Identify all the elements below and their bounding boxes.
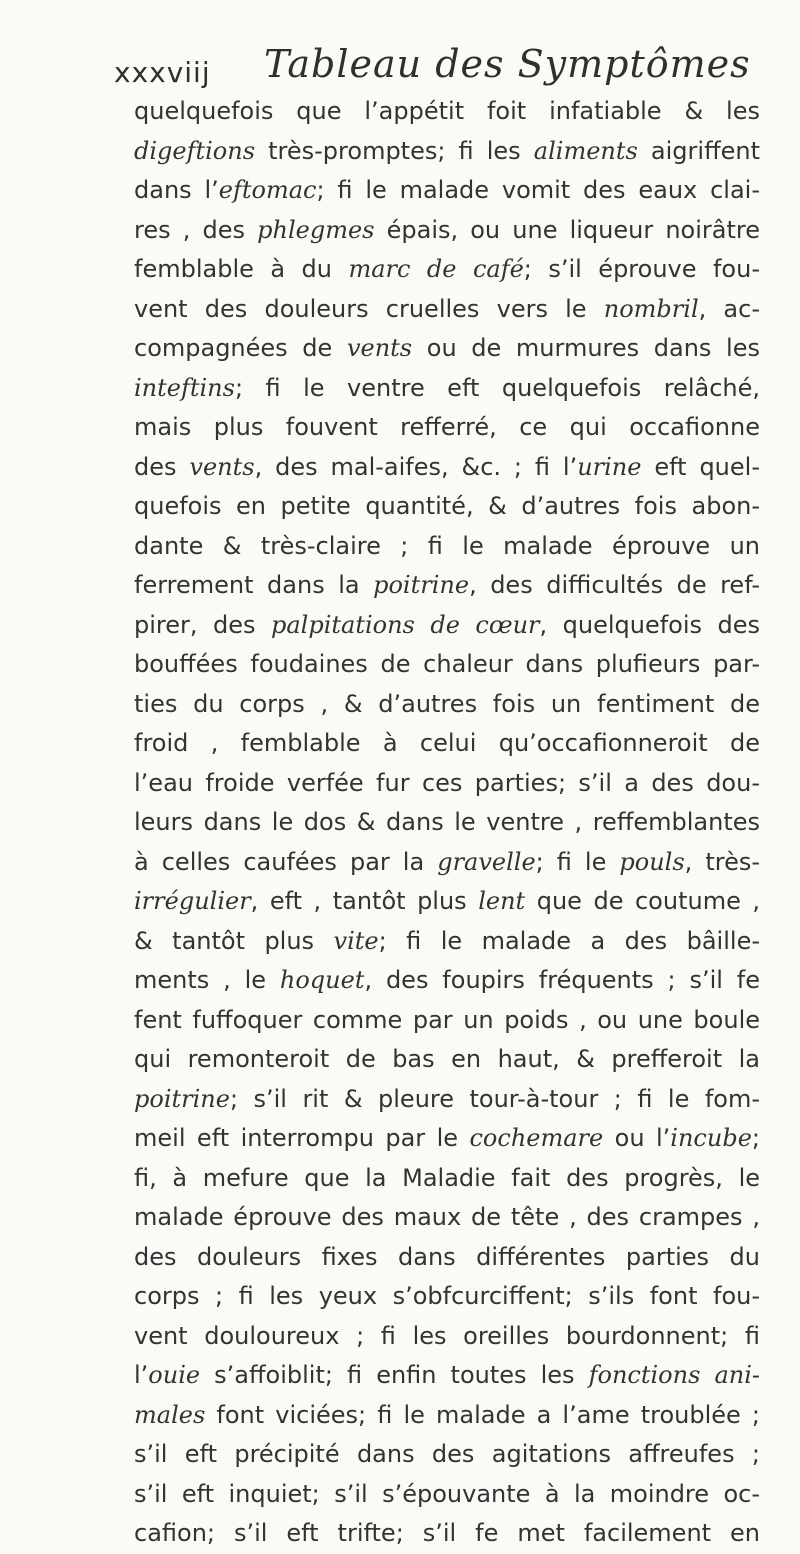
- text-run: ferrement dans la: [134, 571, 374, 599]
- text-run: des: [134, 452, 190, 481]
- text-line: [134, 329, 760, 369]
- text-line: [134, 1040, 760, 1080]
- text-run: ;: [751, 1124, 760, 1152]
- italic-term: irrégulier: [134, 887, 251, 915]
- italic-term: vite: [333, 926, 379, 955]
- text-line: [134, 487, 760, 527]
- italic-term: digeftions: [134, 136, 256, 165]
- text-run: l’: [134, 1361, 149, 1389]
- text-run: ou de murmures dans les: [412, 334, 760, 362]
- text-run: , des mal-aifes, &c. ; fi l’: [254, 452, 578, 481]
- text-line: [134, 922, 760, 962]
- text-line: [134, 764, 760, 804]
- text-run: épais, ou une liqueur noirâtre: [374, 215, 760, 244]
- text-run: , des difficultés de ref-: [469, 571, 760, 599]
- text-line: [134, 369, 760, 409]
- text-line: [134, 1119, 760, 1159]
- text-run: à celles caufées par la: [134, 847, 438, 876]
- text-line: [134, 132, 760, 172]
- text-line: [134, 1001, 760, 1041]
- text-run: font viciées; fi le malade a l’ame troublée ;: [205, 1400, 760, 1429]
- text-run: cafion; s’il eft trifte; s’il fe met facilement en: [134, 1519, 760, 1547]
- text-run: , des foupirs fréquents ; s’il fe: [364, 966, 760, 994]
- text-line: [134, 1238, 760, 1278]
- text-line: [134, 1514, 760, 1554]
- italic-term: urine: [577, 452, 642, 481]
- text-line: [134, 685, 760, 725]
- text-line: [134, 1159, 760, 1199]
- text-run: quelquefois que l’appétit foit infatiable & les: [134, 97, 760, 125]
- italic-term: lent: [478, 887, 526, 915]
- italic-term: males: [134, 1400, 206, 1429]
- text-run: res , des: [134, 215, 258, 244]
- text-run: s’affoiblit; fi enfin toutes les: [200, 1361, 589, 1389]
- text-run: très-promptes; fi les: [255, 136, 534, 165]
- text-run: leurs dans le dos & dans le ventre , reffemblantes: [134, 808, 760, 836]
- text-run: l’eau froide verfée fur ces parties; s’il a des dou-: [134, 768, 760, 797]
- italic-term: hoquet: [279, 966, 365, 994]
- text-line: [134, 1198, 760, 1238]
- text-run: , eft , tantôt plus: [250, 887, 479, 915]
- italic-term: incube: [670, 1124, 752, 1152]
- text-run: femblable à du: [134, 255, 349, 283]
- text-run: qui remonteroit de bas en haut, & prefferoit la: [134, 1045, 760, 1073]
- text-run: quefois en petite quantité, & d’autres fois abon-: [134, 492, 760, 520]
- text-line: [134, 211, 760, 251]
- text-run: fent fuffoquer comme par un poids , ou une boule: [134, 1005, 760, 1034]
- italic-term: marc de café: [348, 255, 524, 283]
- italic-term: ouie: [148, 1361, 201, 1389]
- text-run: vent des douleurs cruelles vers le: [134, 294, 604, 323]
- body-text: [134, 92, 760, 1554]
- italic-term: vents: [346, 334, 413, 362]
- text-run: corps ; fi les yeux s’obfcurciffent; s’ils font fou-: [134, 1282, 760, 1310]
- text-line: [134, 843, 760, 883]
- italic-term: fonctions ani-: [588, 1361, 760, 1389]
- italic-term: poitrine: [134, 1084, 230, 1113]
- text-run: pirer, des: [134, 610, 271, 639]
- page-number: xxxviij: [114, 56, 211, 89]
- text-line: [134, 566, 760, 606]
- italic-term: poitrine: [373, 571, 470, 599]
- text-line: [134, 1277, 760, 1317]
- text-run: ; fi le malade vomit des eaux clai-: [316, 176, 760, 204]
- italic-term: cochemare: [469, 1124, 604, 1152]
- italic-term: aliments: [533, 136, 638, 165]
- text-line: [134, 645, 760, 685]
- text-run: bouffées foudaines de chaleur dans plufieurs par-: [134, 650, 760, 678]
- italic-term: phlegmes: [257, 215, 375, 244]
- text-run: ; fi le: [535, 847, 620, 876]
- page-title: Tableau des Symptômes: [264, 42, 751, 86]
- text-run: , très-: [684, 847, 760, 876]
- text-line: [134, 1435, 760, 1475]
- text-run: mais plus fouvent refferré, ce qui occafionne: [134, 413, 760, 441]
- text-run: s’il eft inquiet; s’il s’épouvante à la moindre oc-: [134, 1479, 760, 1508]
- text-line: [134, 961, 760, 1001]
- italic-term: vents: [189, 452, 255, 481]
- text-line: [134, 724, 760, 764]
- text-run: ; fi le ventre eft quelquefois relâché,: [234, 373, 760, 402]
- text-line: [134, 606, 760, 646]
- text-run: s’il eft précipité dans des agitations affreufes ;: [134, 1440, 760, 1468]
- text-run: compagnées de: [134, 334, 347, 362]
- text-line: [134, 882, 760, 922]
- italic-term: eftomac: [218, 176, 317, 204]
- text-line: [134, 1317, 760, 1357]
- text-line: [134, 803, 760, 843]
- text-run: ties du corps , & d’autres fois un fentiment de: [134, 689, 760, 718]
- text-run: eft quel-: [641, 452, 760, 481]
- text-run: que de coutume ,: [525, 887, 760, 915]
- text-line: [134, 448, 760, 488]
- text-line: [134, 250, 760, 290]
- text-run: ou l’: [603, 1124, 671, 1152]
- text-run: vent douloureux ; fi les oreilles bourdonnent; fi: [134, 1321, 760, 1350]
- text-run: dans l’: [134, 176, 219, 204]
- text-run: ; fi le malade a des bâille-: [378, 926, 760, 955]
- text-line: [134, 1356, 760, 1396]
- text-run: malade éprouve des maux de tête , des crampes ,: [134, 1203, 760, 1231]
- text-line: [134, 1396, 760, 1436]
- text-line: [134, 1080, 760, 1120]
- text-line: [134, 527, 760, 567]
- text-run: , quelquefois des: [539, 610, 760, 639]
- text-run: ; s’il éprouve fou-: [523, 255, 760, 283]
- text-run: meil eft interrompu par le: [134, 1124, 470, 1152]
- text-line: [134, 92, 760, 132]
- running-head: [114, 30, 760, 92]
- italic-term: nombril: [603, 294, 699, 323]
- text-run: aigriffent: [637, 136, 760, 165]
- text-run: fi, à mefure que la Maladie fait des progrès, le: [134, 1163, 760, 1192]
- text-run: & tantôt plus: [134, 926, 334, 955]
- text-line: [134, 408, 760, 448]
- text-line: [134, 171, 760, 211]
- text-line: [134, 1475, 760, 1515]
- text-run: des douleurs fixes dans différentes parties du: [134, 1242, 760, 1271]
- italic-term: inteftins: [134, 373, 235, 402]
- text-run: ments , le: [134, 966, 280, 994]
- text-run: ; s’il rit & pleure tour-à-tour ; fi le fom-: [229, 1084, 760, 1113]
- text-run: dante & très-claire ; fi le malade éprouve un: [134, 531, 760, 560]
- text-run: froid , femblable à celui qu’occafionneroit de: [134, 729, 760, 757]
- italic-term: gravelle: [437, 847, 536, 876]
- text-line: [134, 290, 760, 330]
- italic-term: pouls: [619, 847, 685, 876]
- text-run: , ac-: [698, 294, 760, 323]
- italic-term: palpitations de cœur: [270, 610, 540, 639]
